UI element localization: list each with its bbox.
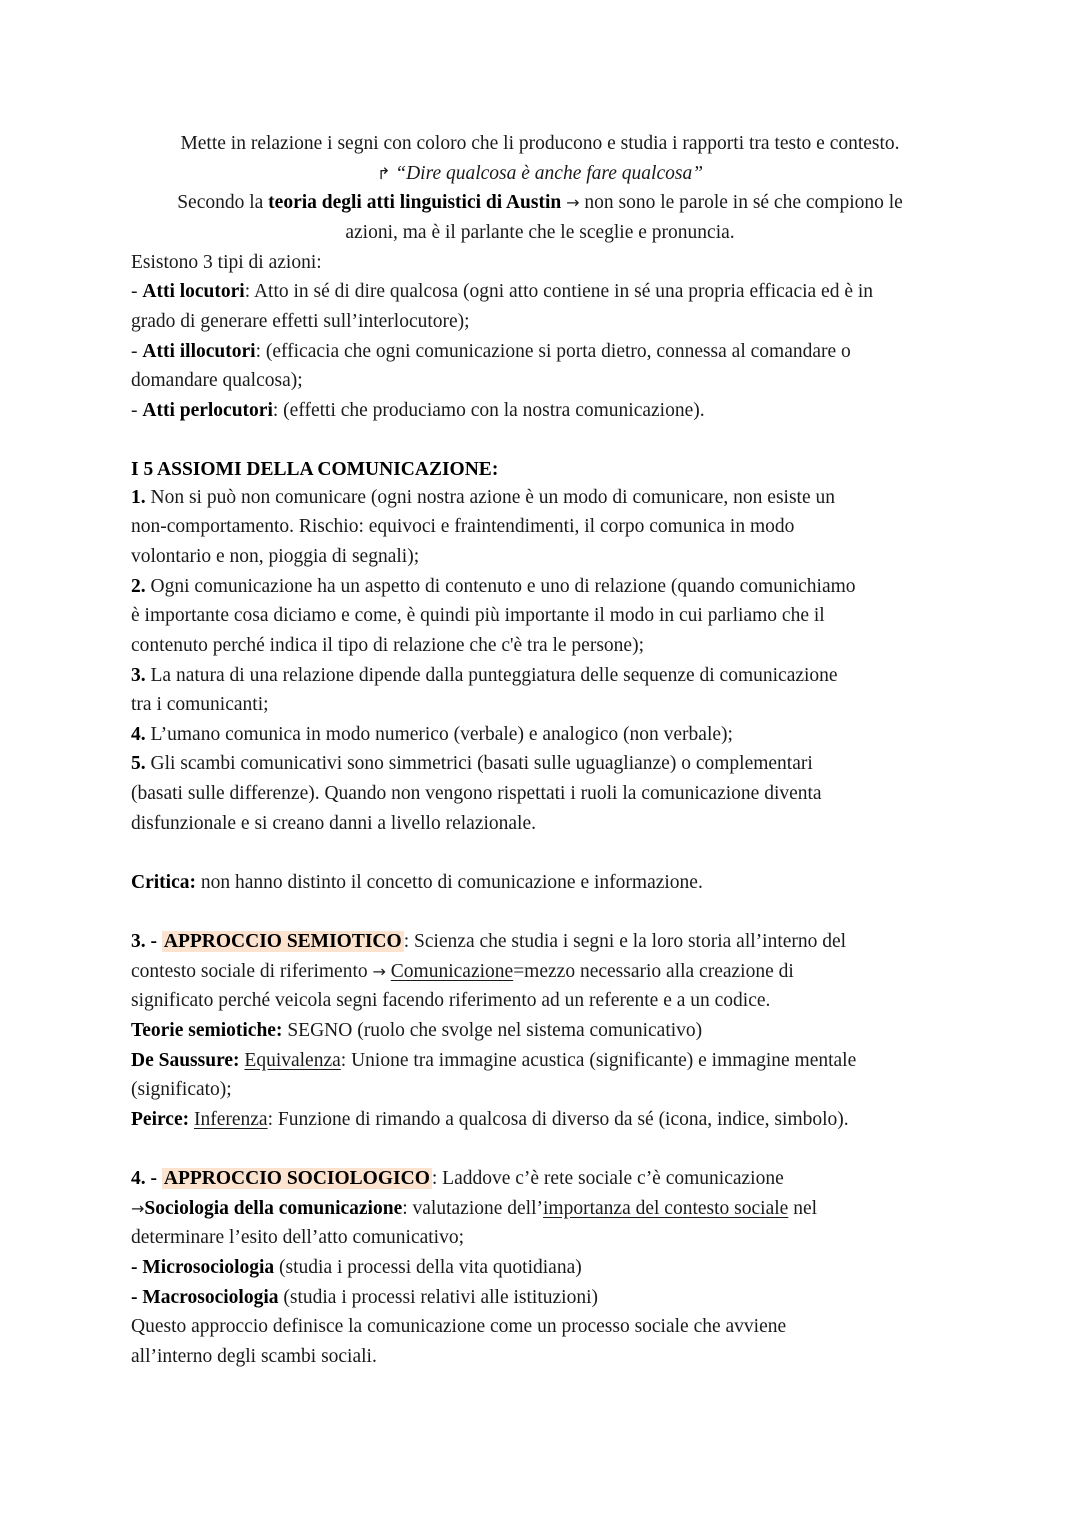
list-item-micro: - Microsociologia (studia i processi della vita quotidiana) <box>131 1257 582 1278</box>
critica-line: Critica: non hanno distinto il concetto di comunicazione e informazione. <box>131 872 703 893</box>
axiom-5-cont-2: disfunzionale e si creano danni a livello relazionale. <box>131 813 536 834</box>
arrow-icon: → <box>372 962 386 981</box>
teorie-line: Teorie semiotiche: SEGNO (ruolo che svolge nel sistema comunicativo) <box>131 1020 703 1041</box>
arrow-icon: → <box>131 1199 145 1218</box>
axiom-4: 4. L’umano comunica in modo numerico (verbale) e analogico (non verbale); <box>131 724 733 745</box>
quote: “Dire qualcosa è anche fare qualcosa” <box>395 163 704 184</box>
axiom-5: 5. Gli scambi comunicativi sono simmetrici (basati sulle uguaglianze) o complementari <box>131 753 813 774</box>
list-item-illocutori: - Atti illocutori: (efficacia che ogni comunicazione si porta dietro, connessa al comandare o <box>131 341 851 362</box>
axiom-1-cont: non-comportamento. Rischio: equivoci e fraintendimenti, il corpo comunica in modo <box>131 516 795 537</box>
semiotico-line-2: contesto sociale di riferimento → Comunicazione=mezzo necessario alla creazione di <box>131 961 794 982</box>
sociologico-end-2: all’interno degli scambi sociali. <box>131 1346 377 1367</box>
saussure-line-2: (significato); <box>131 1079 232 1100</box>
arrow-icon: → <box>566 193 580 212</box>
list-item-locutori: - Atti locutori: Atto in sé di dire qualcosa (ogni atto contiene in sé una propria efficacia ed è in <box>131 281 874 302</box>
quote-line <box>0 160 1080 188</box>
actions-intro: Esistono 3 tipi di azioni: <box>131 252 322 273</box>
section-heading-semiotico: 3. - APPROCCIO SEMIOTICO : Scienza che studia i segni e la loro storia all’interno del <box>131 931 847 952</box>
intro-line: Mette in relazione i segni con coloro che li producono e studia i rapporti tra testo e contesto. <box>180 133 900 154</box>
axiom-2: 2. Ogni comunicazione ha un aspetto di contenuto e uno di relazione (quando comunichiamo <box>131 576 856 597</box>
list-item-illocutori-cont: domandare qualcosa); <box>131 370 303 391</box>
sociologico-line-2: →Sociologia della comunicazione: valutazione dell’importanza del contesto sociale nel <box>131 1198 818 1219</box>
sociologico-line-3: determinare l’esito dell’atto comunicativo; <box>131 1227 465 1248</box>
arrow-icon: ↱ <box>376 164 391 183</box>
axiom-5-cont: (basati sulle differenze). Quando non vengono rispettati i ruoli la comunicazione diventa <box>131 783 822 804</box>
axiom-3: 3. La natura di una relazione dipende dalla punteggiatura delle sequenze di comunicazione <box>131 665 838 686</box>
axiom-1: 1. Non si può non comunicare (ogni nostra azione è un modo di comunicare, non esiste un <box>131 487 835 508</box>
peirce-line: Peirce: Inferenza: Funzione di rimando a qualcosa di diverso da sé (icona, indice, simbolo). <box>131 1109 849 1130</box>
highlighted-title: APPROCCIO SOCIOLOGICO <box>163 1168 430 1189</box>
semiotico-line-3: significato perché veicola segni facendo riferimento ad un referente e a un codice. <box>131 990 771 1011</box>
axiom-1-cont-2: volontario e non, pioggia di segnali); <box>131 546 420 567</box>
highlighted-title: APPROCCIO SEMIOTICO <box>163 931 402 952</box>
austin-line: Secondo la teoria degli atti linguistici di Austin → non sono le parole in sé che compiono le <box>177 192 903 213</box>
list-item-perlocutori: - Atti perlocutori: (effetti che produciamo con la nostra comunicazione). <box>131 400 705 421</box>
section-heading-axioms: I 5 ASSIOMI DELLA COMUNICAZIONE: <box>131 459 499 480</box>
list-item-locutori-cont: grado di generare effetti sull’interlocutore); <box>131 311 470 332</box>
saussure-line: De Saussure: Equivalenza: Unione tra immagine acustica (significante) e immagine mentale <box>131 1050 857 1071</box>
axiom-2-cont-2: contenuto perché indica il tipo di relazione che c'è tra le persone); <box>131 635 644 656</box>
section-heading-sociologico: 4. - APPROCCIO SOCIOLOGICO : Laddove c’è rete sociale c’è comunicazione <box>131 1168 784 1189</box>
list-item-macro: - Macrosociologia (studia i processi relativi alle istituzioni) <box>131 1287 599 1308</box>
axiom-2-cont: è importante cosa diciamo e come, è quindi più importante il modo in cui parliamo che il <box>131 605 825 626</box>
austin-line-2: azioni, ma è il parlante che le sceglie e pronuncia. <box>345 222 735 243</box>
sociologico-end: Questo approccio definisce la comunicazione come un processo sociale che avviene <box>131 1316 787 1337</box>
axiom-3-cont: tra i comunicanti; <box>131 694 269 715</box>
